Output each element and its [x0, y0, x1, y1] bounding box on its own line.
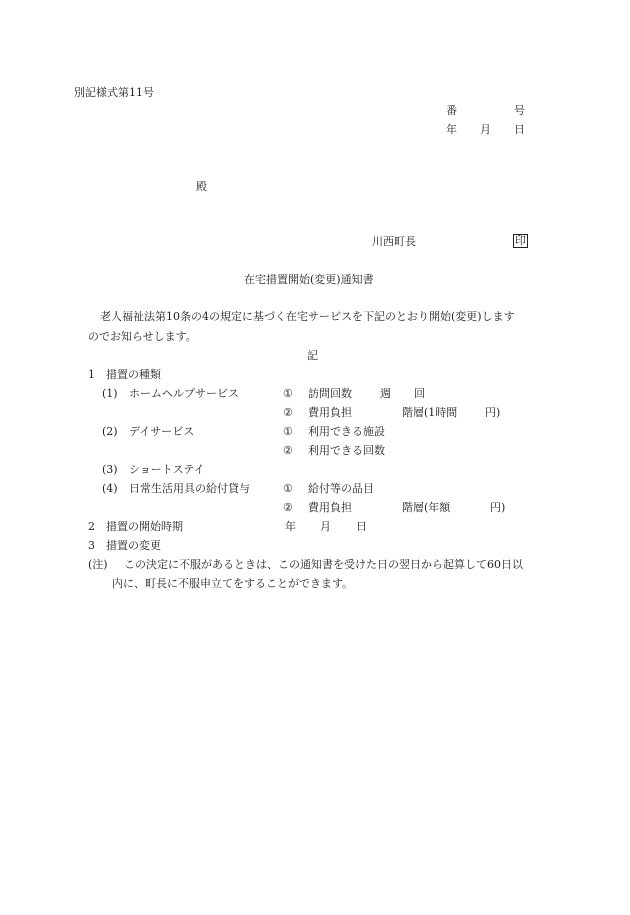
note-label: (注)	[88, 558, 108, 571]
start-year-label: 年	[285, 520, 296, 533]
class-hourly-label: 階層(1時間	[402, 406, 458, 419]
section1-heading: 1 措置の種類	[88, 368, 161, 381]
document-title: 在宅措置開始(変更)通知書	[244, 273, 374, 286]
facility-label: 利用できる施設	[308, 425, 385, 438]
class-annual-label: 階層(年額	[402, 501, 451, 514]
item1-number: (1)	[102, 387, 118, 400]
equipment-cost-label: 費用負担	[308, 501, 352, 514]
date-month-label: 月	[480, 123, 491, 136]
note-line2: 内に、町長に不服申立てをすることができます。	[112, 577, 354, 590]
section2-heading: 2 措置の開始時期	[88, 520, 183, 533]
start-month-label: 月	[320, 520, 331, 533]
yen-label: 円)	[485, 406, 501, 419]
day-service-c1: ①	[283, 425, 293, 438]
issue-label: 号	[514, 104, 525, 117]
items-label: 給付等の品目	[308, 482, 374, 495]
item3-number: (3)	[102, 463, 118, 476]
day-service-c2: ②	[283, 444, 293, 457]
date-year-label: 年	[446, 123, 457, 136]
equipment-c2: ②	[283, 501, 293, 514]
body-text-line2: のでお知らせします。	[88, 330, 197, 343]
times-label: 回	[414, 387, 425, 400]
number-label: 番	[446, 104, 457, 117]
body-text-line1: 老人福祉法第10条の4の規定に基づく在宅サービスを下記のとおり開始(変更)します	[100, 310, 515, 323]
recipient-honorific: 殿	[196, 180, 207, 193]
item4-name: 日常生活用具の給付貸与	[129, 482, 250, 495]
equipment-yen-label: 円)	[490, 501, 506, 514]
start-day-label: 日	[356, 520, 367, 533]
note-line1: この決定に不服があるときは、この通知書を受けた日の翌日から起算して60日以	[124, 558, 523, 571]
usage-count-label: 利用できる回数	[308, 444, 385, 457]
item3-name: ショートステイ	[129, 463, 205, 476]
equipment-c1: ①	[283, 482, 293, 495]
date-day-label: 日	[514, 123, 525, 136]
home-help-c1: ①	[283, 387, 293, 400]
item2-number: (2)	[102, 425, 118, 438]
home-help-c2: ②	[283, 406, 293, 419]
cost-label: 費用負担	[308, 406, 352, 419]
seal-mark: 印	[515, 234, 526, 247]
item1-name: ホームヘルプサービス	[129, 387, 239, 400]
sender-name: 川西町長	[372, 235, 416, 248]
form-number: 別記様式第11号	[74, 86, 154, 99]
section3-heading: 3 措置の変更	[88, 539, 161, 552]
item4-number: (4)	[102, 482, 118, 495]
ki-label: 記	[307, 349, 318, 362]
visit-count-label: 訪問回数	[308, 387, 352, 400]
week-label: 週	[380, 387, 391, 400]
item2-name: デイサービス	[129, 425, 195, 438]
